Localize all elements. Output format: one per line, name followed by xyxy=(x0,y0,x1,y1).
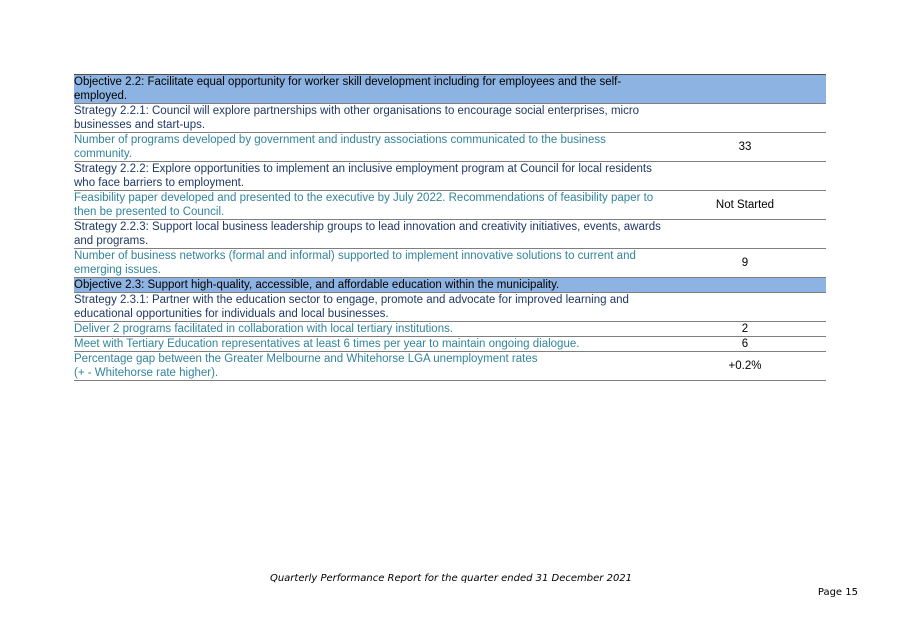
measure-text: Number of business networks (formal and informal) supported to implement innovative solutions to current and emerging issues. xyxy=(74,249,664,278)
strategy-value xyxy=(664,104,826,133)
strategy-row xyxy=(74,162,826,191)
performance-table-body xyxy=(74,75,826,381)
objective-text: Objective 2.2: Facilitate equal opportunity for worker skill development including for employees and the self-employed. xyxy=(74,75,664,104)
measure-row xyxy=(74,249,826,278)
performance-table xyxy=(74,74,826,381)
measure-row xyxy=(74,133,826,162)
measure-row xyxy=(74,337,826,352)
measure-value: 9 xyxy=(664,249,826,278)
measure-value: 2 xyxy=(664,322,826,337)
measure-text: Meet with Tertiary Education representatives at least 6 times per year to maintain ongoing dialogue. xyxy=(74,337,664,352)
strategy-row xyxy=(74,220,826,249)
strategy-row xyxy=(74,293,826,322)
strategy-value xyxy=(664,293,826,322)
measure-text: Feasibility paper developed and presented to the executive by July 2022. Recommendations of feasibility paper to then be presented to Council. xyxy=(74,191,664,220)
objective-value xyxy=(664,278,826,293)
strategy-row xyxy=(74,104,826,133)
strategy-text: Strategy 2.3.1: Partner with the education sector to engage, promote and advocate for improved learning and educational opportunities for individuals and local businesses. xyxy=(74,293,664,322)
measure-row xyxy=(74,352,826,381)
measure-value: +0.2% xyxy=(664,352,826,381)
objective-text: Objective 2.3: Support high-quality, accessible, and affordable education within the municipality. xyxy=(74,278,664,293)
objective-row xyxy=(74,75,826,104)
strategy-text: Strategy 2.2.3: Support local business leadership groups to lead innovation and creativity initiatives, events, awards and programs. xyxy=(74,220,664,249)
strategy-text: Strategy 2.2.1: Council will explore partnerships with other organisations to encourage social enterprises, micro businesses and start-ups. xyxy=(74,104,664,133)
measure-value: 6 xyxy=(664,337,826,352)
strategy-value xyxy=(664,162,826,191)
measure-text: Percentage gap between the Greater Melbourne and Whitehorse LGA unemployment rates (+ - Whitehorse rate higher). xyxy=(74,352,664,381)
footer-caption: Quarterly Performance Report for the quarter ended 31 December 2021 xyxy=(269,573,633,584)
page-number: Page 15 xyxy=(817,587,858,598)
measure-row xyxy=(74,322,826,337)
objective-value xyxy=(664,75,826,104)
strategy-value xyxy=(664,220,826,249)
measure-row xyxy=(74,191,826,220)
strategy-text: Strategy 2.2.2: Explore opportunities to implement an inclusive employment program at Council for local residents who face barriers to employment. xyxy=(74,162,664,191)
measure-value: Not Started xyxy=(664,191,826,220)
measure-value: 33 xyxy=(664,133,826,162)
measure-text: Number of programs developed by government and industry associations communicated to the business community. xyxy=(74,133,664,162)
measure-text: Deliver 2 programs facilitated in collaboration with local tertiary institutions. xyxy=(74,322,664,337)
objective-row xyxy=(74,278,826,293)
